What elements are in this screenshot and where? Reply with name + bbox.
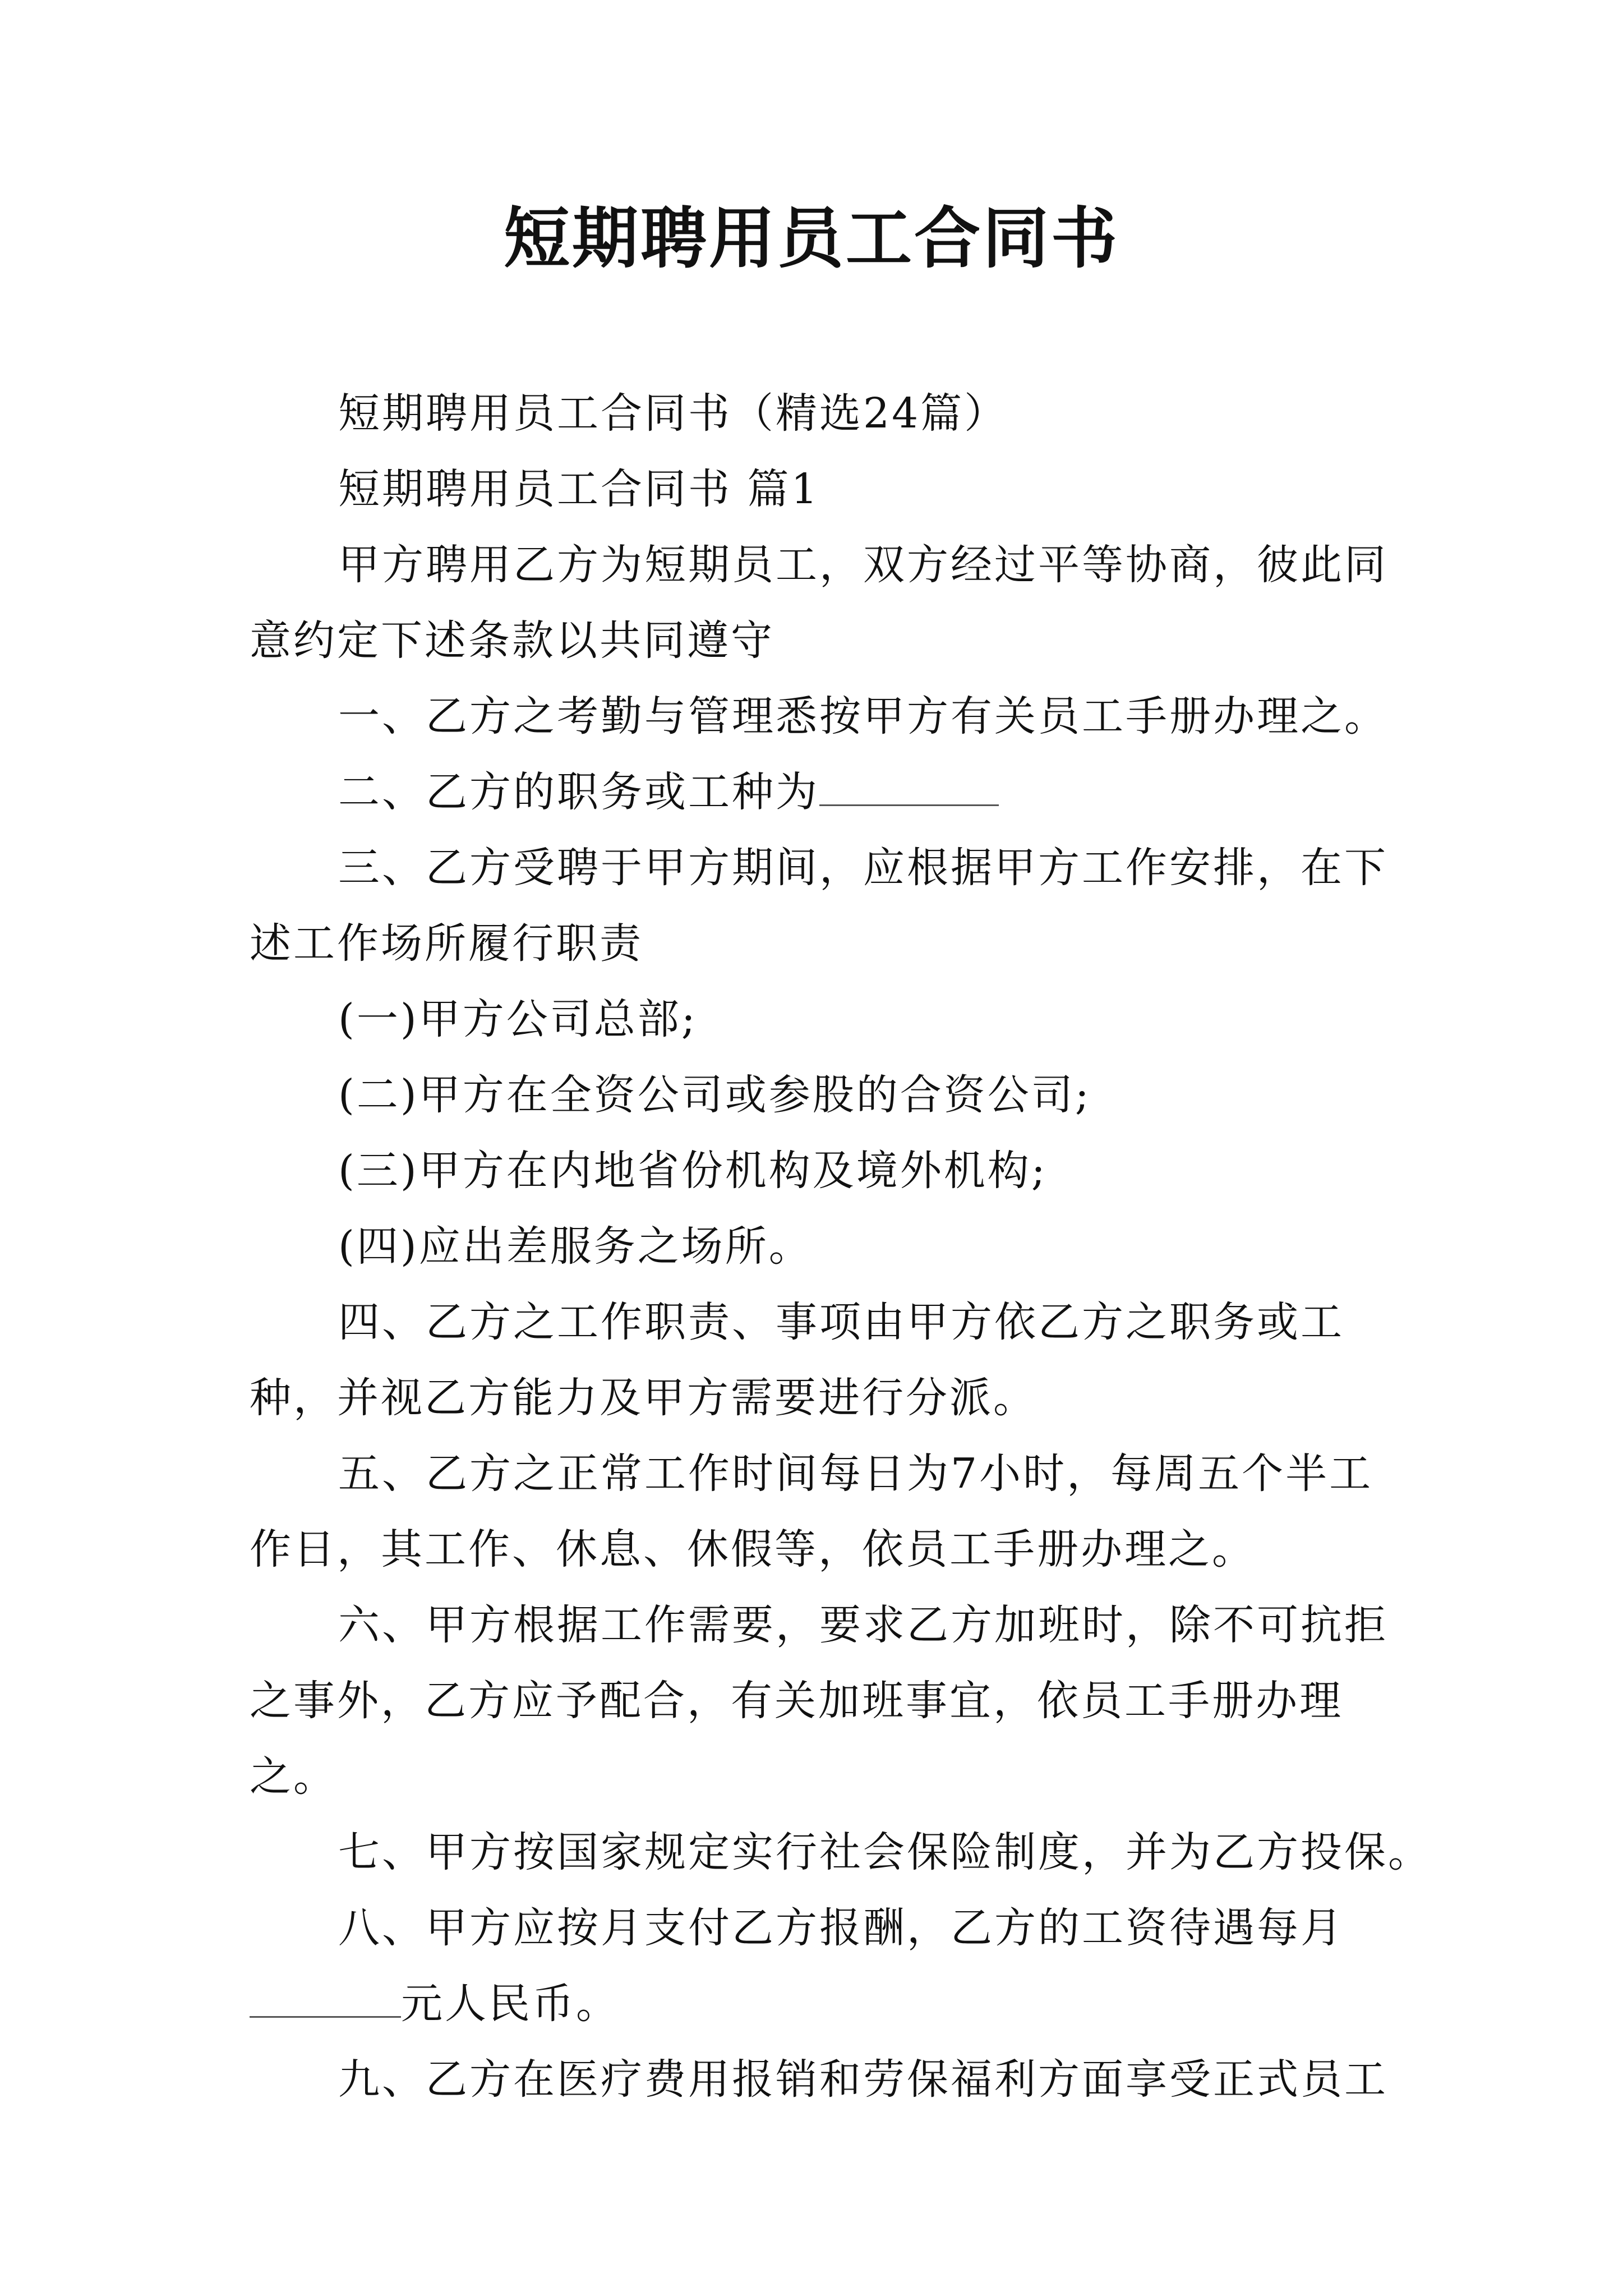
paragraph: (一)甲方公司总部; — [338, 995, 698, 1043]
paragraph-text: 元人民币。 — [401, 1980, 620, 2028]
fill-in-blank — [819, 756, 999, 806]
paragraph: 甲方聘用乙方为短期员工，双方经过平等协商，彼此同意约定下述条款以共同遵守 — [250, 541, 1388, 665]
paragraph: 短期聘用员工合同书（精选24篇） — [338, 389, 1008, 438]
paragraph-text: 二、乙方的职务或工种为 — [338, 768, 819, 816]
paragraph: 八、甲方应按月支付乙方报酬，乙方的工资待遇每月 — [338, 1904, 1344, 1952]
document-body — [250, 376, 1432, 2118]
paragraph: 短期聘用员工合同书 篇1 — [338, 465, 820, 513]
paragraph: 一、乙方之考勤与管理悉按甲方有关员工手册办理之。 — [338, 692, 1388, 740]
paragraph: (三)甲方在内地省份机构及境外机构; — [338, 1147, 1048, 1195]
paragraph: 九、乙方在医疗费用报销和劳保福利方面享受正式员工 — [338, 2055, 1388, 2104]
paragraph: (四)应出差服务之场所。 — [338, 1222, 813, 1271]
paragraph: 四、乙方之工作职责、事项由甲方依乙方之职务或工种，并视乙方能力及甲方需要进行分派。 — [250, 1298, 1344, 1422]
paragraph: 六、甲方根据工作需要，要求乙方加班时，除不可抗拒之事外，乙方应予配合，有关加班事宜，依员工手册办理之。 — [250, 1601, 1388, 1801]
paragraph: (二)甲方在全资公司或参股的合资公司; — [338, 1071, 1091, 1119]
paragraph: 五、乙方之正常工作时间每日为7小时，每周五个半工作日，其工作、休息、休假等，依员工手册办理之。 — [250, 1450, 1373, 1573]
paragraph: 七、甲方按国家规定实行社会保险制度，并为乙方投保。 — [338, 1828, 1432, 1876]
paragraph — [250, 1966, 1394, 2042]
document-title: 短期聘用员工合同书 — [503, 199, 1119, 277]
paragraph — [250, 754, 1394, 830]
fill-in-blank — [250, 1968, 401, 2018]
paragraph: 三、乙方受聘于甲方期间，应根据甲方工作安排，在下述工作场所履行职责 — [250, 844, 1388, 968]
